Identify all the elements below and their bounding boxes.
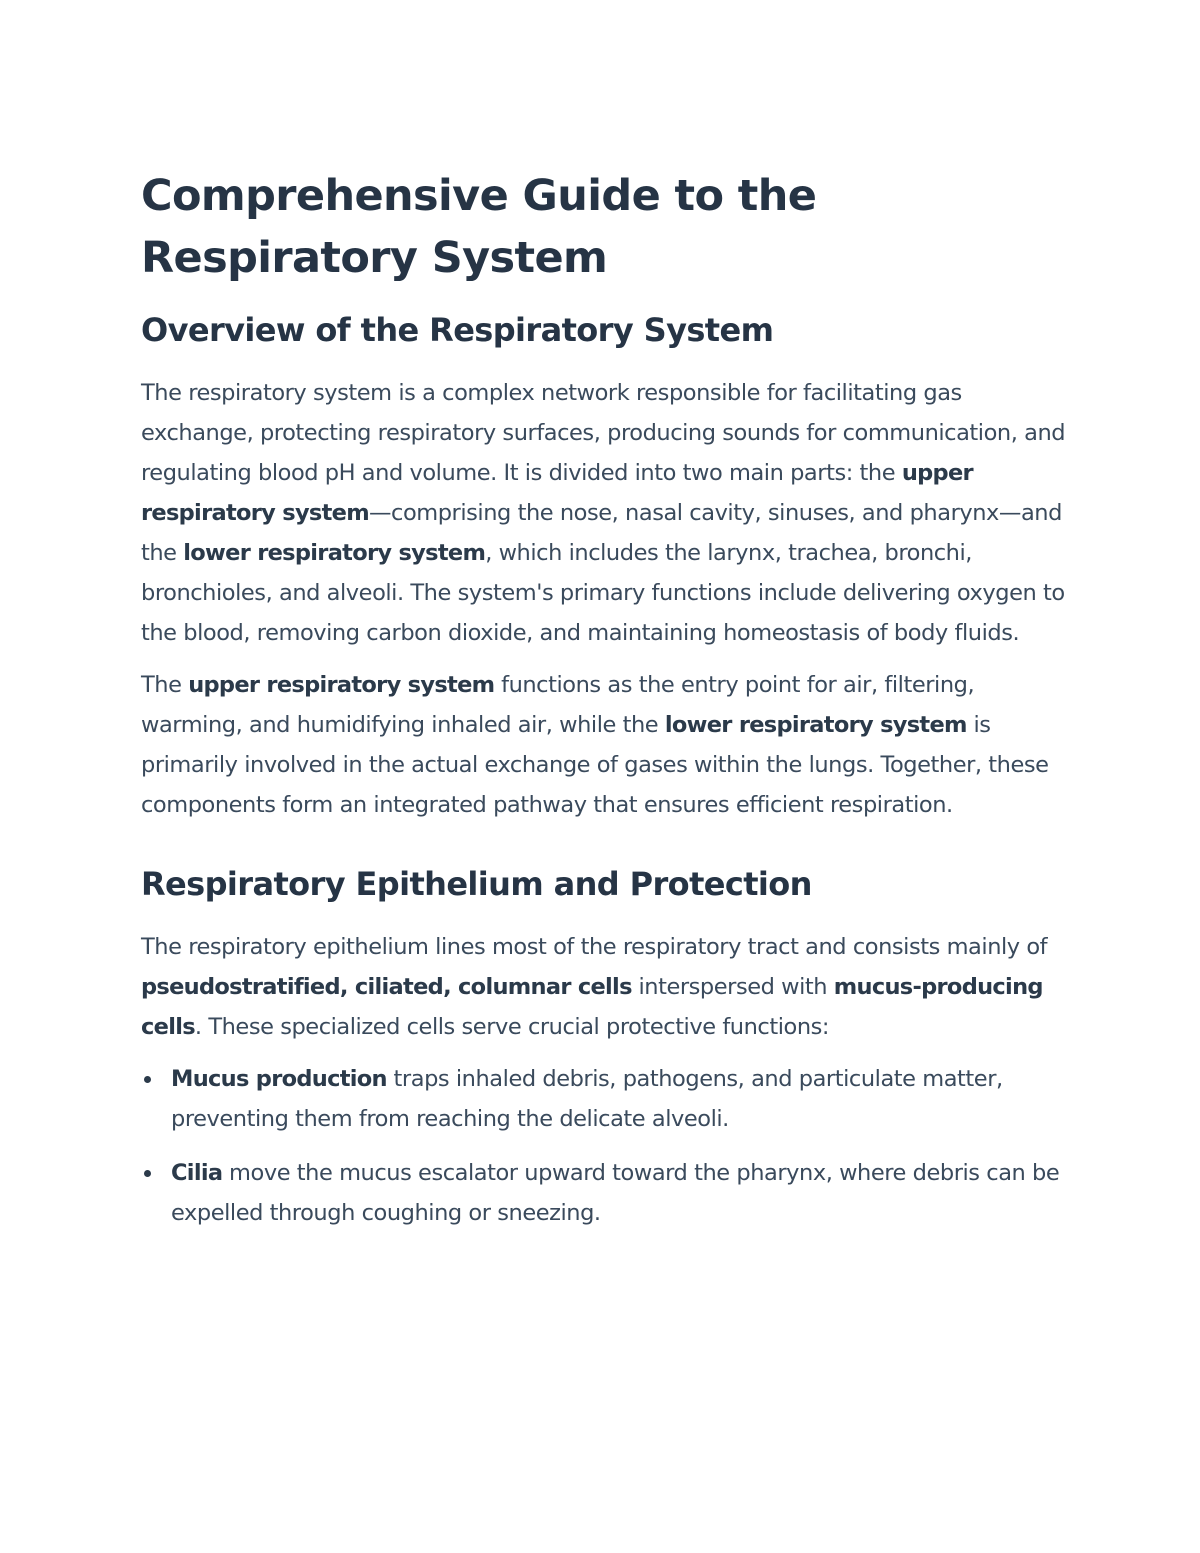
bullet-icon [144,1170,151,1177]
overview-paragraph-1 [141,373,1066,653]
text-run: The respiratory epithelium lines most of the respiratory tract and consists mainly of [141,934,1048,960]
text-run: interspersed with [631,974,834,1000]
bold-term: lower respiratory system [183,540,486,566]
overview-paragraph-2 [141,665,1066,825]
text-run: is primarily involved in the actual exchange of gases within the lungs. Together, these components form an integrated pathway that ensures efficient respiration. [141,712,1049,818]
text-run: —comprising the nose, nasal cavity, sinuses, and pharynx—and the [141,500,1062,566]
list-item [141,1153,1066,1233]
section-heading-epithelium: Respiratory Epithelium and Protection [141,865,812,903]
bold-term: lower respiratory system [664,712,967,738]
bold-term: mucus-producing cells [141,974,1043,1040]
document-page [141,165,1066,1247]
text-run: functions as the entry point for air, filtering, warming, and humidifying inhaled air, while the [141,672,975,738]
document-title: Comprehensive Guide to the Respiratory System [141,171,817,283]
bold-term: Mucus production [171,1066,387,1092]
bold-term: upper respiratory system [141,460,973,526]
bold-term: Cilia [171,1160,223,1186]
bold-term: upper respiratory system [188,672,495,698]
text-run: traps inhaled debris, pathogens, and particulate matter, preventing them from reaching the delicate alveoli. [171,1066,1003,1132]
bold-term: pseudostratified, ciliated, columnar cells [141,974,632,1000]
list-item [141,1059,1066,1139]
text-run: move the mucus escalator upward toward the pharynx, where debris can be expelled through coughing or sneezing. [171,1160,1060,1226]
epithelium-paragraph-1 [141,927,1066,1047]
section-heading-overview: Overview of the Respiratory System [141,311,774,349]
text-run: The [141,672,189,698]
protective-functions-list [141,1059,1066,1233]
bullet-icon [144,1076,151,1083]
text-run: . These specialized cells serve crucial protective functions: [194,1014,830,1040]
text-run: , which includes the larynx, trachea, bronchi, bronchioles, and alveoli. The system's primary functions include delivering oxygen to the blood, removing carbon dioxide, and maintaining homeostasis of body fluids. [141,540,1065,646]
text-run: The respiratory system is a complex network responsible for facilitating gas exchange, protecting respiratory surfaces, producing sounds for communication, and regulating blood pH and volume. It is divided into two main parts: the [141,380,1066,486]
